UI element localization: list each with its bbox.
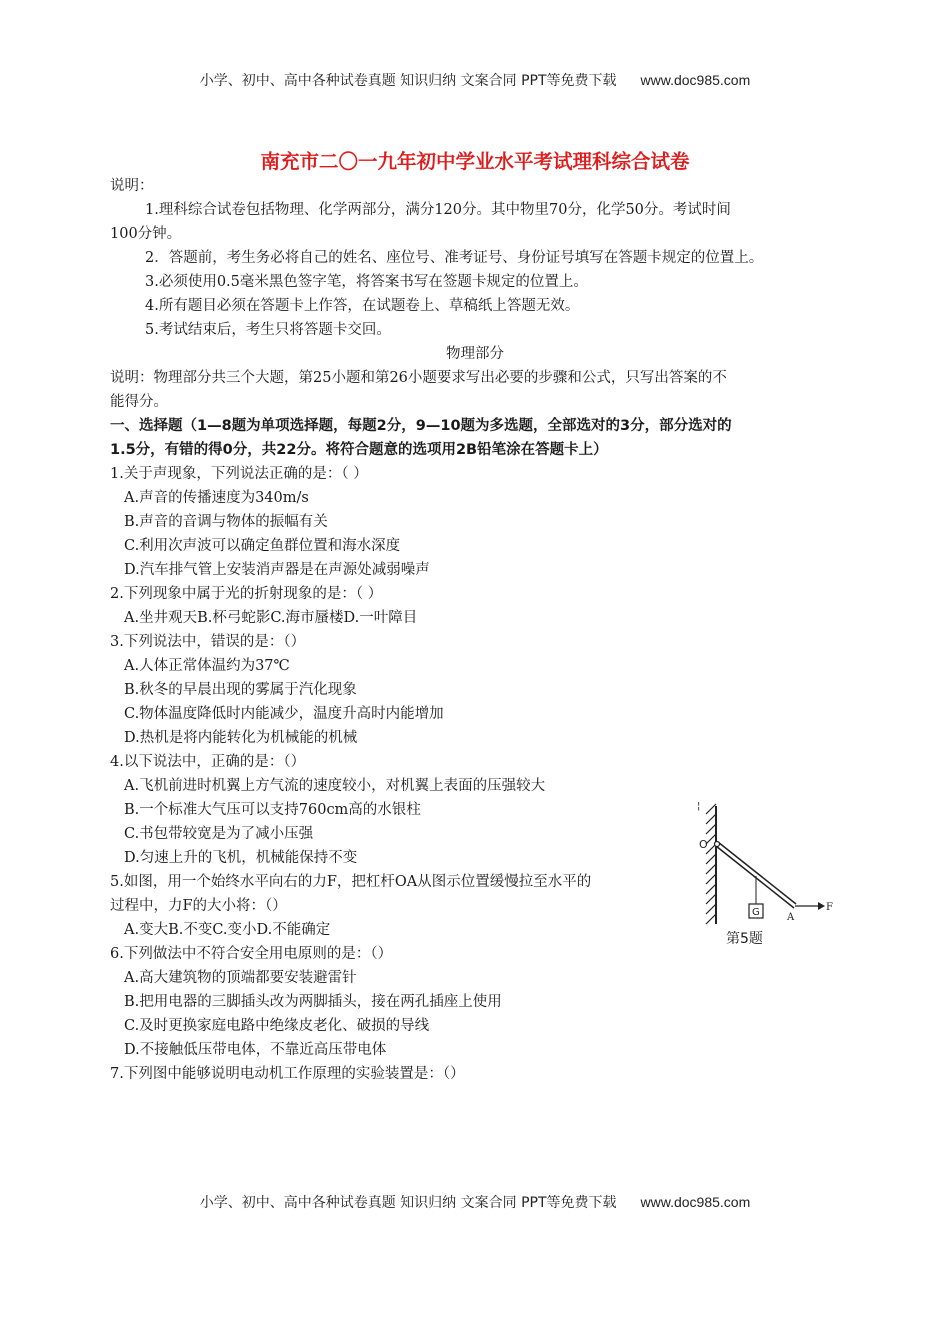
section-1-heading-cont: 1.5分，有错的得0分，共22分。将符合题意的选项用2B铅笔涂在答题卡上） bbox=[110, 442, 608, 458]
q5-stem-cont: 过程中，力F的大小将：（） bbox=[110, 898, 287, 914]
label-g: G bbox=[752, 907, 760, 918]
page-header bbox=[0, 70, 950, 90]
q6-option-a: A.高大建筑物的顶端都要安装避雷针 bbox=[124, 970, 357, 986]
q1-stem: 1.关于声现象，下列说法正确的是：（ ） bbox=[110, 466, 368, 482]
section-1-heading: 一、选择题（1—8题为单项选择题，每题2分，9—10题为多选题，全部选对的3分，部分选对的 bbox=[110, 418, 732, 434]
label-o: O bbox=[699, 838, 708, 851]
intro-item-4: 4.所有题目必须在答题卡上作答，在试题卷上、草稿纸上答题无效。 bbox=[145, 298, 580, 314]
q1-option-d: D.汽车排气管上安装消声器是在声源处减弱噪声 bbox=[124, 562, 430, 578]
q3-stem: 3.下列说法中，错误的是：（） bbox=[110, 634, 306, 650]
lever-figure bbox=[694, 796, 834, 956]
label-f: F bbox=[826, 902, 833, 913]
physics-heading: 物理部分 bbox=[446, 346, 504, 362]
q4-option-b: B.一个标准大气压可以支持760cm高的水银柱 bbox=[124, 802, 421, 818]
figure-caption: 第5题 bbox=[726, 931, 763, 947]
footer-text: 小学、初中、高中各种试卷真题 知识归纳 文案合同 PPT等免费下载 bbox=[199, 1195, 617, 1211]
q4-option-d: D.匀速上升的飞机，机械能保持不变 bbox=[124, 850, 358, 866]
q6-stem: 6.下列做法中不符合安全用电原则的是：（） bbox=[110, 946, 393, 962]
intro-label: 说明： bbox=[110, 178, 154, 194]
lever-rod bbox=[716, 846, 794, 908]
header-site[interactable]: www.doc985.com bbox=[640, 72, 751, 88]
q4-stem: 4.以下说法中，正确的是：（） bbox=[110, 754, 306, 770]
q5-stem: 5.如图，用一个始终水平向右的力F，把杠杆OA从图示位置缓慢拉至水平的 bbox=[110, 874, 592, 890]
label-a: A bbox=[787, 912, 795, 923]
header-text: 小学、初中、高中各种试卷真题 知识归纳 文案合同 PPT等免费下载 bbox=[199, 73, 617, 89]
q4-option-c: C.书包带较宽是为了减小压强 bbox=[124, 826, 314, 842]
intro-item-5: 5.考试结束后，考生只将答题卡交回。 bbox=[145, 322, 391, 338]
q1-option-c: C.利用次声波可以确定鱼群位置和海水深度 bbox=[124, 538, 401, 554]
physics-note-1: 说明：物理部分共三个大题，第25小题和第26小题要求写出必要的步骤和公式，只写出答案的不 bbox=[110, 370, 727, 386]
exam-title: 南充市二〇一九年初中学业水平考试理科综合试卷 bbox=[260, 150, 690, 173]
force-arrow-head bbox=[818, 902, 825, 910]
q4-option-a: A.飞机前进时机翼上方气流的速度较小，对机翼上表面的压强较大 bbox=[124, 778, 546, 794]
q3-option-a: A.人体正常体温约为37℃ bbox=[124, 658, 290, 674]
q3-option-d: D.热机是将内能转化为机械能的机械 bbox=[124, 730, 358, 746]
intro-item-2: 2．答题前，考生务必将自己的姓名、座位号、准考证号、身份证号填写在答题卡规定的位置上。 bbox=[145, 250, 764, 266]
lever-rod-edge bbox=[718, 842, 796, 904]
intro-item-1-cont: 100分钟。 bbox=[110, 226, 182, 242]
q6-option-d: D.不接触低压带电体，不靠近高压带电体 bbox=[124, 1042, 387, 1058]
svg-text:¦: ¦ bbox=[697, 801, 701, 812]
q2-options: A.坐井观天B.杯弓蛇影C.海市蜃楼D.一叶障目 bbox=[124, 610, 418, 626]
intro-item-1: 1.理科综合试卷包括物理、化学两部分，满分120分。其中物里70分，化学50分。考试时间 bbox=[145, 202, 731, 218]
pivot-o bbox=[715, 842, 720, 847]
q7-stem: 7.下列图中能够说明电动机工作原理的实验装置是：（） bbox=[110, 1066, 465, 1082]
wall-hatching bbox=[706, 804, 716, 924]
q2-stem: 2.下列现象中属于光的折射现象的是：（ ） bbox=[110, 586, 383, 602]
q5-options: A.变大B.不变C.变小D.不能确定 bbox=[124, 922, 331, 938]
q3-option-c: C.物体温度降低时内能减少，温度升高时内能增加 bbox=[124, 706, 444, 722]
q1-option-a: A.声音的传播速度为340m/s bbox=[124, 490, 309, 506]
intro-item-3: 3.必须使用0.5毫米黑色签字笔，将答案书写在签题卡规定的位置上。 bbox=[145, 274, 588, 290]
footer-site[interactable]: www.doc985.com bbox=[640, 1194, 751, 1210]
q3-option-b: B.秋冬的早晨出现的雾属于汽化现象 bbox=[124, 682, 357, 698]
q6-option-b: B.把用电器的三脚插头改为两脚插头，接在两孔插座上使用 bbox=[124, 994, 502, 1010]
page-footer bbox=[0, 1192, 950, 1212]
q6-option-c: C.及时更换家庭电路中绝缘皮老化、破损的导线 bbox=[124, 1018, 430, 1034]
q1-option-b: B.声音的音调与物体的振幅有关 bbox=[124, 514, 328, 530]
physics-note-2: 能得分。 bbox=[110, 394, 168, 410]
